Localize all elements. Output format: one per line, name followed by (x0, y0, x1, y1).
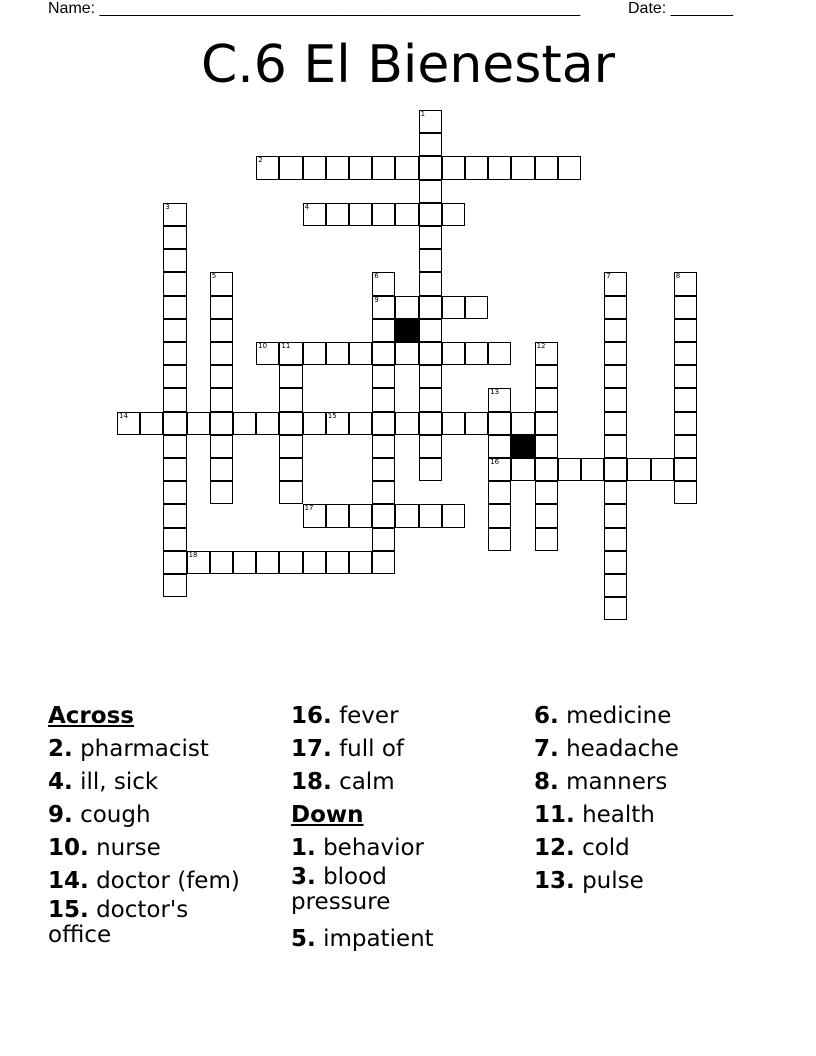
grid-cell[interactable] (163, 319, 186, 342)
grid-cell[interactable] (604, 435, 627, 458)
grid-cell[interactable] (163, 342, 186, 365)
grid-cell[interactable] (163, 435, 186, 458)
clue-number-5: 5 (211, 272, 217, 281)
clue-number-18: 18 (188, 550, 198, 559)
grid-cell[interactable] (279, 551, 302, 574)
grid-cell[interactable] (210, 365, 233, 388)
grid-cell[interactable] (419, 272, 442, 295)
grid-cell[interactable] (535, 388, 558, 411)
grid-cell[interactable] (303, 203, 326, 226)
clue-across-18: 18. calm (291, 769, 395, 795)
grid-cell[interactable] (419, 458, 442, 481)
clue-number-9: 9 (374, 295, 379, 304)
grid-cell[interactable] (395, 412, 418, 435)
grid-cell[interactable] (163, 388, 186, 411)
grid-cell[interactable] (163, 226, 186, 249)
grid-cell[interactable] (303, 504, 326, 527)
grid-cell[interactable] (604, 458, 627, 481)
clue-down-11: 11. health (534, 802, 655, 828)
clue-number-15: 15 (327, 411, 337, 420)
grid-cell[interactable] (349, 412, 372, 435)
grid-cell[interactable] (372, 203, 395, 226)
grid-cell[interactable] (488, 458, 511, 481)
grid-cell[interactable] (117, 412, 140, 435)
grid-cell[interactable] (256, 412, 279, 435)
clue-number-17: 17 (304, 504, 314, 513)
grid-cell[interactable] (442, 203, 465, 226)
grid-cell[interactable] (442, 156, 465, 179)
grid-cell[interactable] (604, 296, 627, 319)
grid-cell[interactable] (395, 504, 418, 527)
grid-cell[interactable] (511, 156, 534, 179)
grid-cell[interactable] (488, 528, 511, 551)
grid-cell[interactable] (163, 412, 186, 435)
grid-cell[interactable] (465, 156, 488, 179)
grid-cell[interactable] (395, 156, 418, 179)
blocked-cell (511, 435, 534, 458)
clue-number-16: 16 (490, 458, 500, 466)
grid-cell[interactable] (488, 504, 511, 527)
grid-cell[interactable] (419, 365, 442, 388)
clue-across-14: 14. doctor (fem) (48, 868, 240, 894)
grid-cell[interactable] (419, 110, 442, 133)
grid-cell[interactable] (674, 272, 697, 295)
grid-cell[interactable] (187, 412, 210, 435)
clue-number-11: 11 (281, 342, 291, 350)
grid-cell[interactable] (372, 504, 395, 527)
grid-cell[interactable] (604, 342, 627, 365)
grid-cell[interactable] (674, 481, 697, 504)
date-line: Date: _______ (628, 0, 733, 17)
grid-cell[interactable] (674, 365, 697, 388)
grid-cell[interactable] (349, 551, 372, 574)
grid-cell[interactable] (419, 296, 442, 319)
grid-cell[interactable] (210, 481, 233, 504)
clue-number-7: 7 (606, 272, 611, 281)
grid-cell[interactable] (372, 342, 395, 365)
clue-column-3 (534, 700, 770, 898)
grid-cell[interactable] (210, 551, 233, 574)
grid-cell[interactable] (279, 435, 302, 458)
grid-cell[interactable] (279, 156, 302, 179)
clue-across-2: 2. pharmacist (48, 736, 209, 762)
grid-cell[interactable] (279, 342, 302, 365)
grid-cell[interactable] (419, 412, 442, 435)
clue-across-15: 15. doctor's office (48, 897, 189, 948)
grid-cell[interactable] (535, 156, 558, 179)
clue-column-2 (291, 700, 527, 956)
grid-cell[interactable] (279, 481, 302, 504)
grid-cell[interactable] (604, 319, 627, 342)
grid-cell[interactable] (419, 226, 442, 249)
grid-cell[interactable] (163, 528, 186, 551)
grid-cell[interactable] (326, 203, 349, 226)
grid-cell[interactable] (442, 504, 465, 527)
grid-cell[interactable] (279, 458, 302, 481)
grid-cell[interactable] (535, 435, 558, 458)
grid-cell[interactable] (210, 342, 233, 365)
grid-cell[interactable] (279, 388, 302, 411)
grid-cell[interactable] (140, 412, 163, 435)
clue-across-10: 10. nurse (48, 835, 161, 861)
grid-cell[interactable] (326, 504, 349, 527)
grid-cell[interactable] (303, 412, 326, 435)
grid-cell[interactable] (163, 504, 186, 527)
grid-cell[interactable] (326, 412, 349, 435)
grid-cell[interactable] (395, 203, 418, 226)
grid-cell[interactable] (674, 458, 697, 481)
clue-down-12: 12. cold (534, 835, 630, 861)
grid-cell[interactable] (303, 342, 326, 365)
clue-number-4: 4 (304, 202, 310, 211)
grid-cell[interactable] (210, 458, 233, 481)
grid-cell[interactable] (210, 296, 233, 319)
clue-down-13: 13. pulse (534, 868, 644, 894)
grid-cell[interactable] (535, 412, 558, 435)
grid-cell[interactable] (419, 504, 442, 527)
clue-across-16: 16. fever (291, 703, 399, 729)
grid-cell[interactable] (604, 504, 627, 527)
clue-column-1 (48, 700, 284, 956)
grid-cell[interactable] (604, 365, 627, 388)
clue-across-17: 17. full of (291, 736, 404, 762)
grid-cell[interactable] (674, 388, 697, 411)
clue-down-1: 1. behavior (291, 835, 425, 861)
grid-cell[interactable] (279, 365, 302, 388)
grid-cell[interactable] (349, 203, 372, 226)
grid-cell[interactable] (349, 342, 372, 365)
grid-cell[interactable] (210, 272, 233, 295)
grid-cell[interactable] (372, 412, 395, 435)
grid-cell[interactable] (326, 551, 349, 574)
blocked-cell (395, 319, 418, 342)
grid-cell[interactable] (465, 342, 488, 365)
grid-cell[interactable] (372, 365, 395, 388)
down-heading: Down (291, 802, 364, 828)
grid-cell[interactable] (372, 551, 395, 574)
grid-cell[interactable] (233, 551, 256, 574)
grid-cell[interactable] (372, 481, 395, 504)
grid-cell[interactable] (163, 365, 186, 388)
grid-cell[interactable] (558, 156, 581, 179)
clue-number-14: 14 (119, 411, 128, 420)
grid-cell[interactable] (395, 296, 418, 319)
grid-cell[interactable] (163, 249, 186, 272)
grid-cell[interactable] (372, 156, 395, 179)
grid-cell[interactable] (303, 156, 326, 179)
grid-cell[interactable] (233, 412, 256, 435)
grid-cell[interactable] (419, 133, 442, 156)
grid-cell[interactable] (395, 342, 418, 365)
grid-cell[interactable] (674, 435, 697, 458)
grid-cell[interactable] (604, 412, 627, 435)
name-line: Name: ______________________________________________________ (48, 0, 581, 17)
grid-cell[interactable] (488, 342, 511, 365)
grid-cell[interactable] (303, 551, 326, 574)
clue-down-8: 8. manners (534, 769, 668, 795)
grid-cell[interactable] (442, 342, 465, 365)
grid-cell[interactable] (372, 319, 395, 342)
clue-down-6: 6. medicine (534, 703, 672, 729)
grid-cell[interactable] (326, 156, 349, 179)
grid-cell[interactable] (163, 203, 186, 226)
grid-cell[interactable] (256, 342, 279, 365)
clue-number-10: 10 (258, 342, 268, 350)
grid-cell[interactable] (419, 180, 442, 203)
grid-cell[interactable] (674, 319, 697, 342)
grid-cell[interactable] (465, 296, 488, 319)
grid-cell[interactable] (581, 458, 604, 481)
grid-cell[interactable] (535, 481, 558, 504)
clue-down-5: 5. impatient (291, 926, 434, 952)
grid-cell[interactable] (604, 551, 627, 574)
grid-cell[interactable] (372, 296, 395, 319)
grid-cell[interactable] (604, 481, 627, 504)
grid-cell[interactable] (674, 412, 697, 435)
grid-cell[interactable] (372, 458, 395, 481)
grid-cell[interactable] (372, 272, 395, 295)
grid-cell[interactable] (210, 412, 233, 435)
grid-cell[interactable] (604, 272, 627, 295)
grid-cell[interactable] (535, 365, 558, 388)
grid-cell[interactable] (163, 458, 186, 481)
grid-cell[interactable] (488, 156, 511, 179)
grid-cell[interactable] (488, 412, 511, 435)
grid-cell[interactable] (651, 458, 674, 481)
grid-cell[interactable] (604, 388, 627, 411)
grid-cell[interactable] (419, 319, 442, 342)
grid-cell[interactable] (163, 574, 186, 597)
grid-cell[interactable] (511, 412, 534, 435)
grid-cell[interactable] (604, 528, 627, 551)
grid-cell[interactable] (163, 551, 186, 574)
clue-number-6: 6 (374, 272, 379, 281)
grid-cell[interactable] (488, 435, 511, 458)
grid-cell[interactable] (210, 388, 233, 411)
grid-cell[interactable] (349, 504, 372, 527)
grid-cell[interactable] (442, 296, 465, 319)
grid-cell[interactable] (419, 388, 442, 411)
grid-cell[interactable] (535, 458, 558, 481)
grid-cell[interactable] (419, 156, 442, 179)
clue-number-12: 12 (536, 342, 546, 350)
grid-cell[interactable] (419, 342, 442, 365)
grid-cell[interactable] (465, 412, 488, 435)
clue-number-13: 13 (490, 388, 500, 397)
grid-cell[interactable] (535, 342, 558, 365)
grid-cell[interactable] (210, 319, 233, 342)
grid-cell[interactable] (558, 458, 581, 481)
grid-cell[interactable] (604, 597, 627, 620)
grid-cell[interactable] (349, 156, 372, 179)
grid-cell[interactable] (187, 551, 210, 574)
grid-cell[interactable] (326, 342, 349, 365)
grid-cell[interactable] (419, 203, 442, 226)
clue-number-8: 8 (675, 272, 681, 281)
clue-across-9: 9. cough (48, 802, 151, 828)
clue-number-2: 2 (258, 156, 263, 165)
grid-cell[interactable] (372, 388, 395, 411)
clue-down-7: 7. headache (534, 736, 679, 762)
puzzle-title: C.6 El Bienestar (200, 35, 616, 95)
grid-cell[interactable] (488, 388, 511, 411)
grid-cell[interactable] (488, 481, 511, 504)
clue-across-4: 4. ill, sick (48, 769, 159, 795)
grid-cell[interactable] (279, 412, 302, 435)
grid-cell[interactable] (372, 435, 395, 458)
grid-cell[interactable] (256, 156, 279, 179)
grid-cell[interactable] (419, 435, 442, 458)
grid-cell[interactable] (163, 272, 186, 295)
grid-cell[interactable] (210, 435, 233, 458)
grid-cell[interactable] (511, 458, 534, 481)
grid-cell[interactable] (627, 458, 650, 481)
grid-cell[interactable] (256, 551, 279, 574)
grid-cell[interactable] (674, 342, 697, 365)
grid-cell[interactable] (604, 574, 627, 597)
grid-cell[interactable] (163, 296, 186, 319)
grid-cell[interactable] (419, 249, 442, 272)
grid-cell[interactable] (163, 481, 186, 504)
grid-cell[interactable] (442, 412, 465, 435)
grid-cell[interactable] (372, 528, 395, 551)
clue-down-3: 3. blood pressure (291, 864, 391, 915)
across-heading: Across (48, 703, 134, 729)
clue-number-1: 1 (420, 110, 426, 118)
grid-cell[interactable] (535, 504, 558, 527)
grid-cell[interactable] (674, 296, 697, 319)
grid-cell[interactable] (535, 528, 558, 551)
clue-number-3: 3 (165, 202, 170, 211)
